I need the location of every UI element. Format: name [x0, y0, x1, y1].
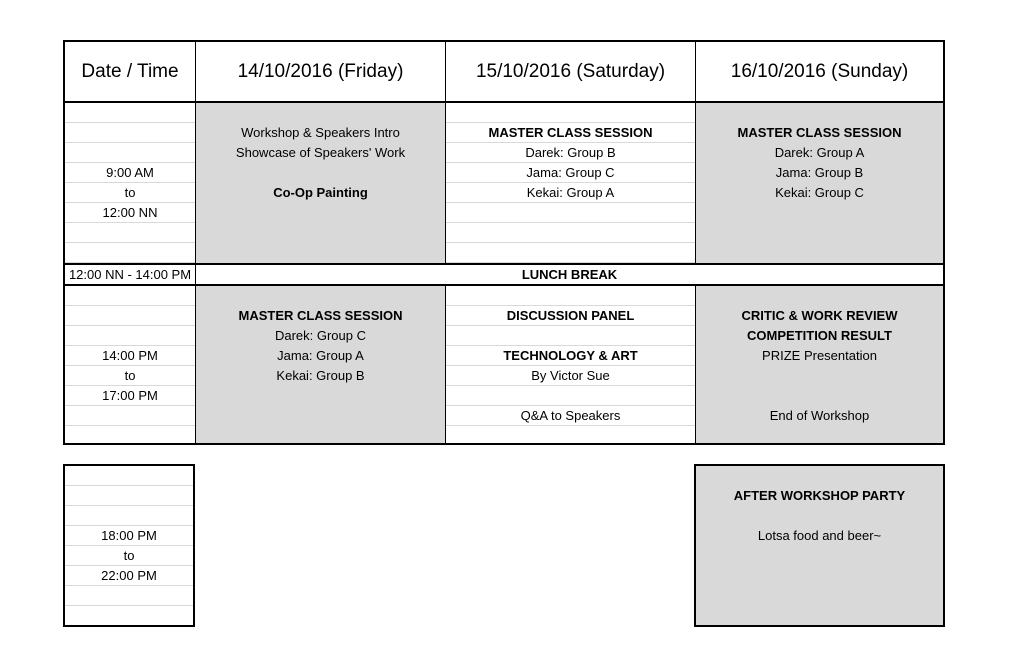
- morning-day2-line-4: Kekai: Group A: [526, 185, 615, 200]
- morning-day3-cell: [696, 103, 943, 263]
- header-day2: [446, 42, 695, 101]
- lunch-time: 12:00 NN - 14:00 PM: [68, 267, 192, 282]
- afternoon-day2-line-4: By Victor Sue: [531, 368, 610, 383]
- afternoon-time-start: 14:00 PM: [102, 348, 158, 363]
- morning-day2-line-1: MASTER CLASS SESSION: [488, 125, 653, 140]
- header-date-time-label: Date / Time: [81, 60, 179, 82]
- morning-day1-line-2: Showcase of Speakers' Work: [235, 145, 406, 160]
- morning-day1-line-4: Co-Op Painting: [273, 185, 368, 200]
- morning-day3-line-4: Kekai: Group C: [775, 185, 864, 200]
- evening-time-start: 18:00 PM: [101, 528, 157, 543]
- header-day2-label: 15/10/2016 (Saturday): [475, 60, 666, 82]
- evening-time-cell: [65, 466, 193, 625]
- morning-time-start: 9:00 AM: [106, 165, 154, 180]
- header-day3: [696, 42, 943, 101]
- morning-day3-line-1: MASTER CLASS SESSION: [737, 125, 902, 140]
- header-day1-label: 14/10/2016 (Friday): [237, 60, 404, 82]
- morning-time-cell: [65, 103, 195, 263]
- schedule-table: [63, 40, 945, 445]
- afternoon-day1-line-2: Darek: Group C: [274, 328, 367, 343]
- morning-day3-line-3: Jama: Group B: [775, 165, 864, 180]
- header-date-time: [65, 42, 195, 101]
- afternoon-day3-line-1: CRITIC & WORK REVIEW: [741, 308, 898, 323]
- evening-day3-line-3: Lotsa food and beer~: [757, 528, 882, 543]
- col-divider-1: [195, 42, 196, 443]
- col-divider-2: [445, 42, 446, 263]
- evening-time-end: 22:00 PM: [101, 568, 157, 583]
- morning-time-to: to: [124, 185, 136, 200]
- afternoon-day2-cell: [446, 286, 695, 443]
- morning-day2-line-3: Jama: Group C: [526, 165, 615, 180]
- morning-day1-cell: [196, 103, 445, 263]
- afternoon-time-end: 17:00 PM: [102, 388, 158, 403]
- afternoon-time-to: to: [124, 368, 136, 383]
- evening-day3-box: [694, 464, 945, 627]
- morning-day3-line-2: Darek: Group A: [774, 145, 865, 160]
- afternoon-day3-line-3: PRIZE Presentation: [762, 348, 877, 363]
- evening-time-box: [63, 464, 195, 627]
- afternoon-time-cell: [65, 286, 195, 443]
- col-divider-2b: [445, 286, 446, 443]
- afternoon-day2-line-3: TECHNOLOGY & ART: [503, 348, 638, 363]
- header-day1: [196, 42, 445, 101]
- afternoon-day3-cell: [696, 286, 943, 443]
- lunch-break-cell: [196, 265, 943, 284]
- col-divider-3b: [695, 286, 696, 443]
- afternoon-day1-line-4: Kekai: Group B: [276, 368, 365, 383]
- evening-time-to: to: [123, 548, 135, 563]
- lunch-time-cell: [65, 265, 195, 284]
- morning-day2-line-2: Darek: Group B: [525, 145, 616, 160]
- afternoon-day1-line-3: Jama: Group A: [277, 348, 364, 363]
- afternoon-day2-line-6: Q&A to Speakers: [520, 408, 621, 423]
- afternoon-day2-line-1: DISCUSSION PANEL: [506, 308, 635, 323]
- morning-day2-cell: [446, 103, 695, 263]
- morning-day1-line-1: Workshop & Speakers Intro: [241, 125, 400, 140]
- evening-day3-line-1: AFTER WORKSHOP PARTY: [733, 488, 906, 503]
- afternoon-day3-line-2: COMPETITION RESULT: [747, 328, 892, 343]
- afternoon-day3-line-6: End of Workshop: [769, 408, 870, 423]
- header-day3-label: 16/10/2016 (Sunday): [730, 60, 909, 82]
- col-divider-3: [695, 42, 696, 263]
- afternoon-day1-line-1: MASTER CLASS SESSION: [238, 308, 403, 323]
- morning-time-end: 12:00 NN: [102, 205, 158, 220]
- lunch-break-label: LUNCH BREAK: [521, 267, 618, 282]
- afternoon-day1-cell: [196, 286, 445, 443]
